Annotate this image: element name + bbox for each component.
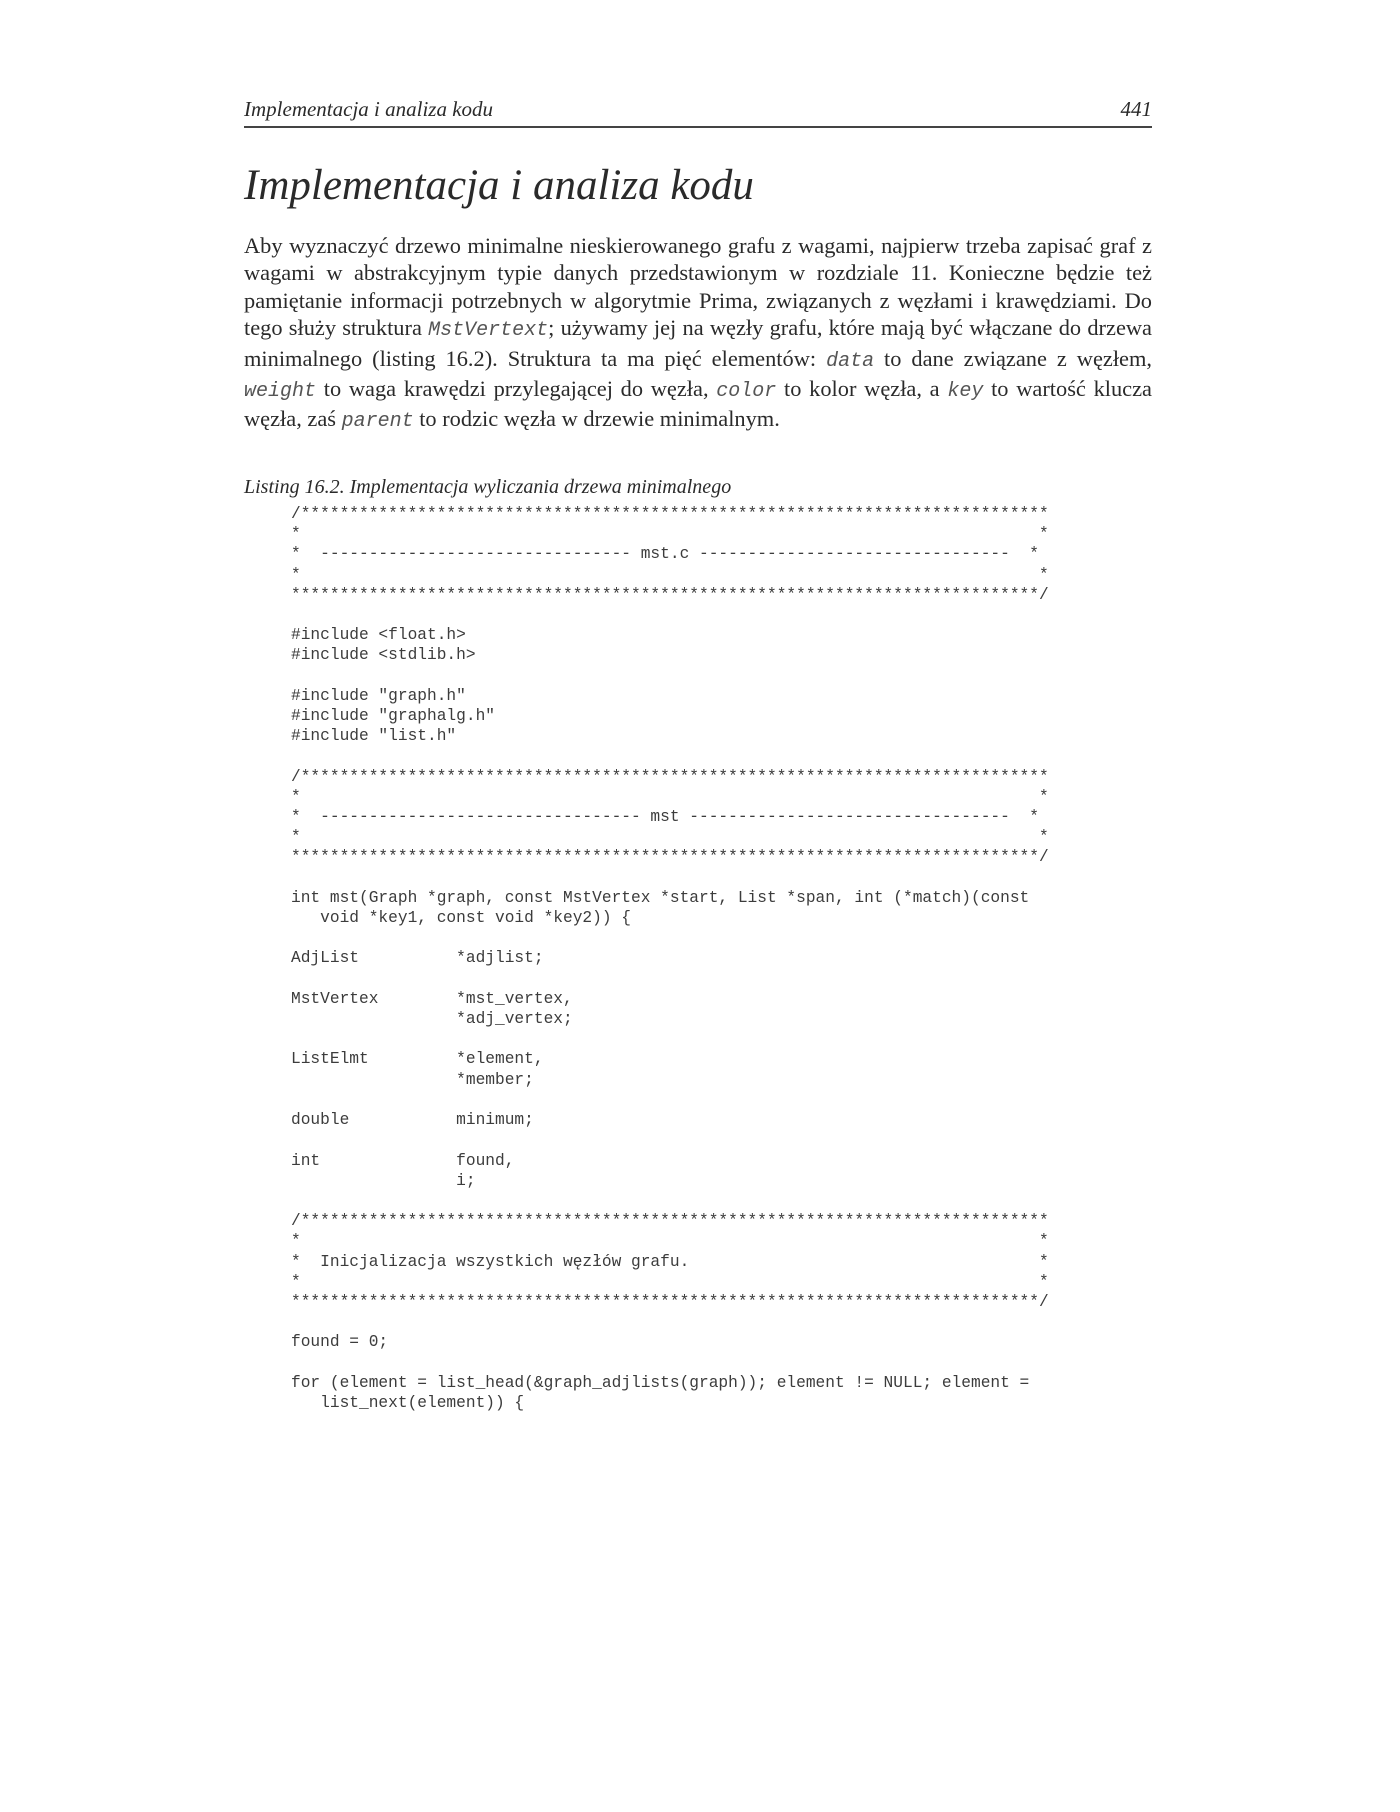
paragraph-text: to rodzic węzła w drzewie minimalnym. xyxy=(413,406,780,432)
running-head-title: Implementacja i analiza kodu xyxy=(244,97,494,121)
paragraph-text: to dane związane z węzłem, xyxy=(874,345,1152,371)
section-title: Implementacja i analiza kodu xyxy=(244,162,754,209)
paragraph-text: to kolor węzła, a xyxy=(776,376,948,402)
paragraph-text: to wartość klucza węzła, zaś xyxy=(244,376,1152,432)
code-listing: /***************************************************************************** * * * -------------------------------- mst.c -------------------------------- * * * *****************************************************************************/ #include <float.h> #include <stdlib.h> #include "graph.h" #include "graphalg.h" #include "list.h" /***************************************************************************** * * * --------------------------------- mst --------------------------------- * * * *****************************************************************************/ int mst(Graph *graph, const MstVertex *start, List *span, int (*match)(const void *key1, const void *key2)) { AdjList *adjlist; MstVertex *mst_vertex, *adj_vertex; ListElmt *element, *member; double minimum; int found, i; /***************************************************************************** * * * Inicjalizacja wszystkich węzłów grafu. * * * *****************************************************************************/ found = 0; for (element = list_head(&graph_adjlists(graph)); element != NULL; element = list_next(element)) { xyxy=(291,505,1049,1412)
running-head xyxy=(244,96,1152,128)
inline-code-color: color xyxy=(716,380,777,404)
inline-code-weight: weight xyxy=(244,380,317,404)
inline-code-data: data xyxy=(826,349,875,373)
paragraph-text: ; używamy jej na węzły grafu, które mają być włączane do drzewa minimalnego (listing 16.2). Struktura ta ma pięć elementów: xyxy=(244,315,1152,371)
inline-code-mstvertext: MstVertext xyxy=(428,319,549,343)
page-number: 441 xyxy=(1120,97,1152,121)
paragraph-text: Aby wyznaczyć drzewo minimalne nieskierowanego grafu z wagami, najpierw trzeba zapisać graf z wagami w abstrakcyjnym typie danych przedstawionym w rozdziale 11. Konieczne będzie też pamiętanie informacji potrzebnych w algorytmie Prima, związanych z węzłami i krawędziami. Do tego służy struktura xyxy=(244,233,1152,341)
listing-caption: Listing 16.2. Implementacja wyliczania drzewa minimalnego xyxy=(244,476,732,498)
body-paragraph xyxy=(244,232,1152,436)
inline-code-parent: parent xyxy=(341,410,414,434)
inline-code-key: key xyxy=(947,380,984,404)
paragraph-text: to waga krawędzi przylegającej do węzła, xyxy=(316,376,717,402)
